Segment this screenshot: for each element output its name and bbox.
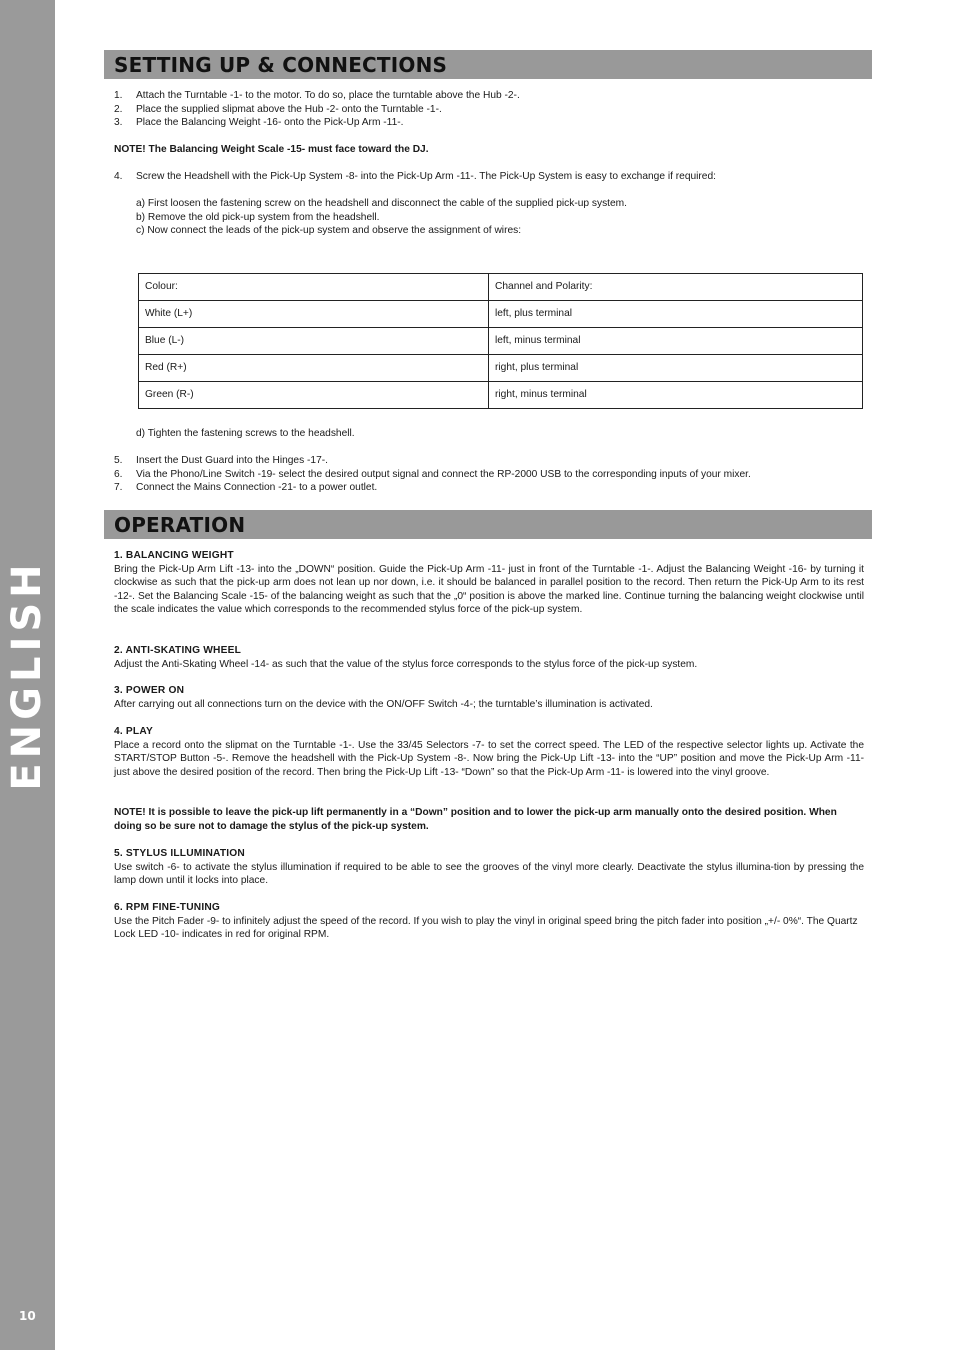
substep-c: c) Now connect the leads of the pick-up system and observe the assignment of wires: (136, 225, 522, 236)
table-cell: left, plus terminal (489, 301, 863, 328)
section-body: Bring the Pick-Up Arm Lift -13- into the „DOWN“ position. Guide the Pick-Up Arm -11- just in front of the Turntable -1-. Adjust the Balancing Weight -16- by turning it clockwise as such that the pick-up arm does not lean up nor down, i.e. it should be balanced in parallel position to the record. Then return the Pick-Up Arm to its rest -12-. Set the Balancing Scale -15- of the balancing weight as such that the „0“ position is above the marked line. Continue turning the balancing weight clockwise until the scale indicates the value which corresponds to the recommended stylus force of the pick-up system. (114, 563, 864, 615)
table-cell: Red (R+) (139, 355, 489, 382)
setup-section-title: SETTING UP & CONNECTIONS (114, 53, 448, 77)
section-body: Adjust the Anti-Skating Wheel -14- as such that the value of the stylus force corresponds to the stylus force of the pick-up system. (114, 658, 698, 670)
sidebar-language-label: ENGLISH (4, 559, 50, 791)
section-body: Place a record onto the slipmat on the Turntable -1-. Use the 33/45 Selectors -7- to set the correct speed. The LED of the respective selector lights up. Activate the START/STOP Button -5-. Remove the headshell with the Pick-Up System -8-. Now bring the Pick-Up Lift -13- into the “UP” position and move the Pick-Up Arm -11- just above the desired position of the record. Then bring the Pick-Up Lift -13- “Down” so that the Pick-Up Arm -11- is lowered into the vinyl groove. (114, 739, 864, 778)
table-row (139, 328, 863, 355)
section-heading: 5. STYLUS ILLUMINATION (114, 848, 245, 859)
list-item: 2. Place the supplied slipmat above the Hub -2- onto the Turntable -1-. (114, 103, 442, 115)
list-item: 7. Connect the Mains Connection -21- to a power outlet. (114, 482, 378, 493)
list-item: 5. Insert the Dust Guard into the Hinges -17-. (114, 455, 328, 466)
table-row (139, 355, 863, 382)
operation-section-header (104, 510, 872, 539)
operation-play (114, 725, 864, 779)
table-header-row (139, 274, 863, 301)
section-body: Use the Pitch Fader -9- to infinitely adjust the speed of the record. If you wish to play the vinyl in original speed bring the pitch fader into position „+/- 0%“. The Quartz Lock LED -10- indicates in red for original RPM. (114, 915, 858, 940)
list-item: 3. Place the Balancing Weight -16- onto the Pick-Up Arm -11-. (114, 117, 404, 128)
section-heading: 6. RPM FINE-TUNING (114, 902, 221, 913)
operation-anti-skating (114, 644, 864, 671)
table-row (139, 382, 863, 409)
language-sidebar (0, 0, 55, 1350)
table-cell: Blue (L-) (139, 328, 489, 355)
section-heading: 2. ANTI-SKATING WHEEL (114, 645, 242, 656)
setup-substeps (114, 197, 864, 238)
operation-rpm-fine-tuning (114, 901, 864, 942)
section-heading: 4. PLAY (114, 726, 153, 737)
section-body: After carrying out all connections turn on the device with the ON/OFF Switch -4-; the turntable’s illumination is activated. (114, 698, 653, 710)
operation-note: NOTE! It is possible to leave the pick-up lift permanently in a “Down” position and to lower the pick-up arm manually onto the desired position. When doing so be sure not to damage the stylus of the pick-up system. (114, 807, 837, 832)
table-cell: Green (R-) (139, 382, 489, 409)
table-cell: left, minus terminal (489, 328, 863, 355)
page-number: 10 (19, 1309, 36, 1323)
setup-note: NOTE! The Balancing Weight Scale -15- must face toward the DJ. (114, 144, 429, 155)
substep-a: a) First loosen the fastening screw on the headshell and disconnect the cable of the supplied pick-up system. (136, 198, 627, 209)
section-heading: 1. BALANCING WEIGHT (114, 550, 234, 561)
operation-balancing-weight (114, 549, 864, 617)
section-body: Use switch -6- to activate the stylus illumination if required to be able to see the grooves of the vinyl more clearly. Deactivate the stylus illumina-tion by pressing the lamp down until it locks into place. (114, 861, 864, 886)
setup-section-header (104, 50, 872, 79)
table-header-cell: Colour: (139, 274, 489, 301)
table-row (139, 301, 863, 328)
list-item: 1. Attach the Turntable -1- to the motor. To do so, place the turntable above the Hub -2-. (114, 90, 520, 101)
setup-steps-5-7 (114, 454, 864, 495)
table-cell: White (L+) (139, 301, 489, 328)
setup-substep-d: d) Tighten the fastening screws to the headshell. (136, 428, 355, 439)
operation-section-title: OPERATION (114, 513, 246, 537)
wire-assignment-table (138, 273, 863, 409)
operation-power-on (114, 684, 864, 711)
table-cell: right, minus terminal (489, 382, 863, 409)
table-cell: right, plus terminal (489, 355, 863, 382)
setup-steps-1-3 (114, 89, 864, 130)
section-heading: 3. POWER ON (114, 685, 185, 696)
table-header-cell: Channel and Polarity: (489, 274, 863, 301)
operation-stylus-illumination (114, 847, 864, 888)
substep-b: b) Remove the old pick-up system from the headshell. (136, 211, 380, 223)
list-item: 6. Via the Phono/Line Switch -19- select the desired output signal and connect the RP-2000 USB to the corresponding inputs of your mixer. (114, 468, 751, 480)
setup-step-4: 4. Screw the Headshell with the Pick-Up System -8- into the Pick-Up Arm -11-. The Pick-Up System is easy to exchange if required: (114, 171, 716, 182)
